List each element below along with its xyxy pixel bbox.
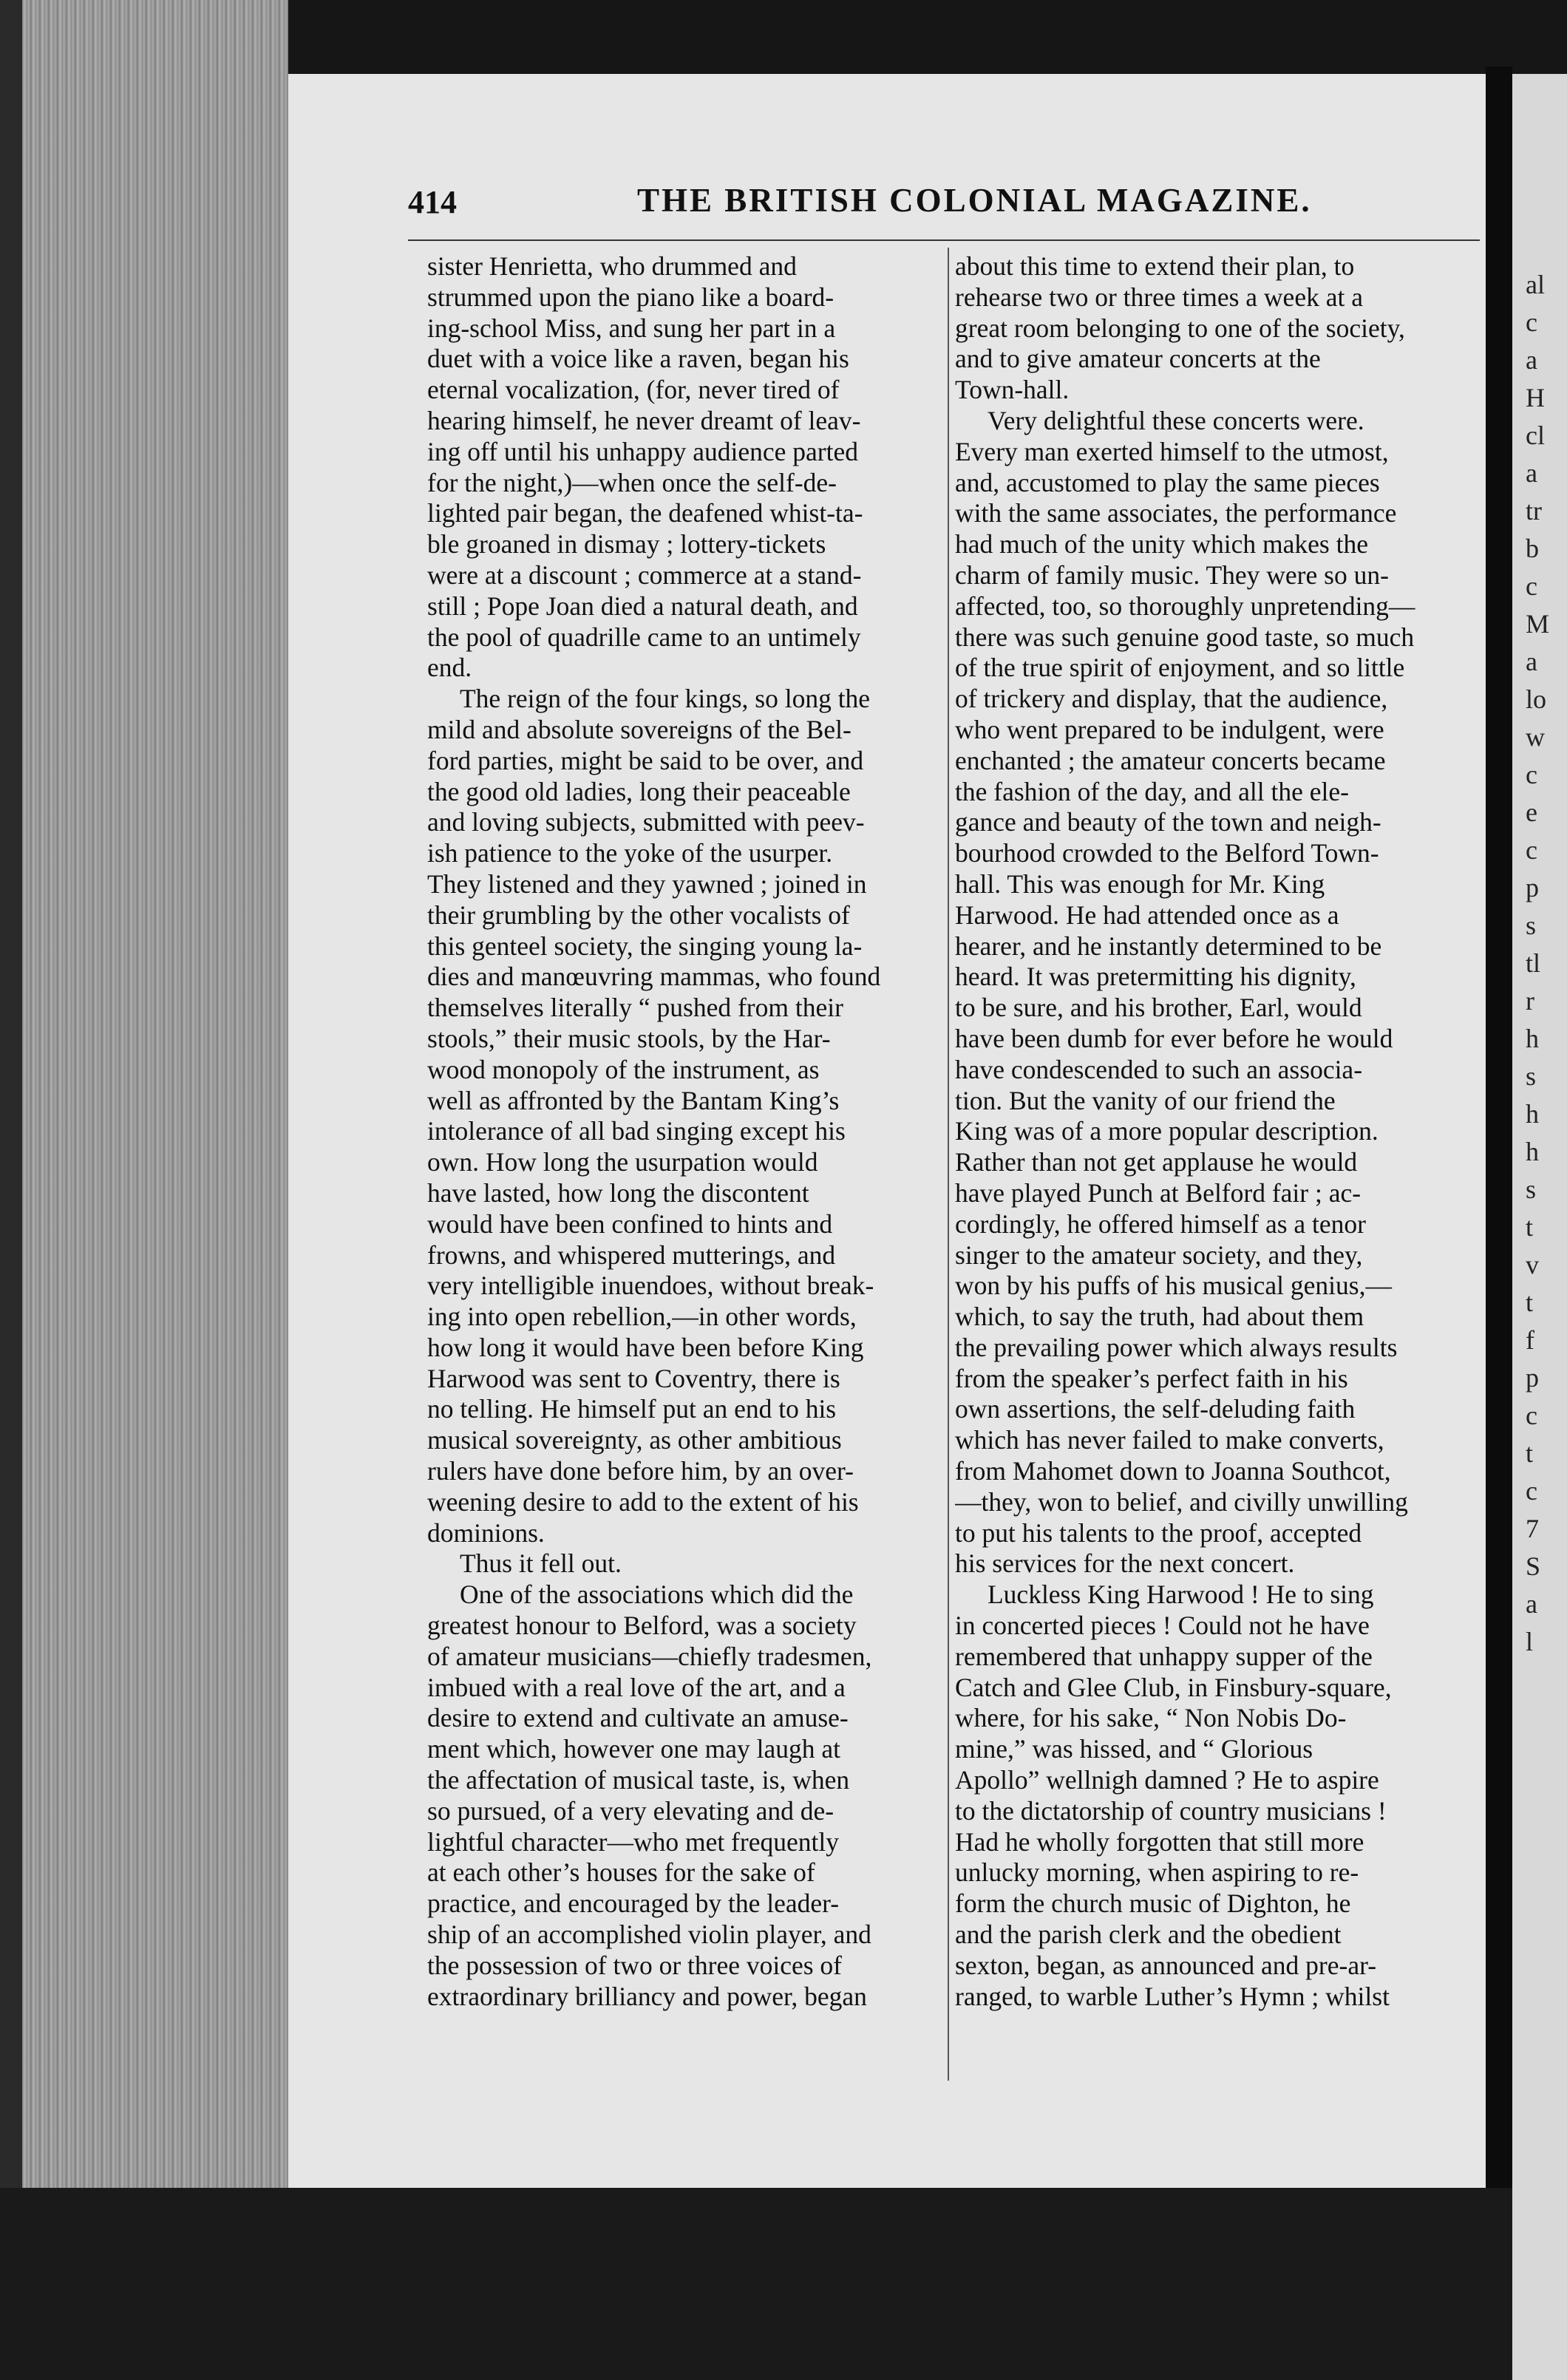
text-line: Had he wholly forgotten that still more [955, 1826, 1364, 1857]
facing-page-fragment: a [1526, 647, 1537, 676]
text-line: King was of a more popular description. [955, 1116, 1379, 1146]
text-line: ment which, however one may laugh at [427, 1734, 840, 1764]
text-line: singer to the amateur society, and they, [955, 1240, 1363, 1270]
text-line: enchanted ; the amateur concerts became [955, 745, 1386, 775]
text-line: dominions. [427, 1517, 545, 1548]
text-line: well as affronted by the Bantam King’s [427, 1085, 840, 1115]
text-line: greatest honour to Belford, was a society [427, 1611, 857, 1641]
text-line: unlucky morning, when aspiring to re- [955, 1857, 1359, 1888]
text-line: sister Henrietta, who drummed and [427, 251, 797, 281]
text-line: the prevailing power which always results [955, 1332, 1398, 1362]
text-line: own assertions, the self-deluding faith [955, 1394, 1356, 1424]
text-line: charm of family music. They were so un- [955, 560, 1389, 590]
facing-page-fragment: l [1526, 1627, 1534, 1656]
facing-page-edge [1512, 74, 1567, 2380]
text-line: the affectation of musical taste, is, when [427, 1765, 850, 1795]
facing-page-fragment: a [1526, 345, 1537, 375]
book-gutter [1486, 67, 1512, 2188]
facing-page-fragment: r [1526, 986, 1534, 1016]
text-line: form the church music of Dighton, he [955, 1888, 1351, 1919]
text-line: would have been confined to hints and [427, 1208, 833, 1239]
text-line: lighted pair began, the deafened whist-ta- [427, 498, 863, 528]
text-line: ish patience to the yoke of the usurper. [427, 838, 833, 868]
facing-page-fragment: c [1526, 1401, 1537, 1430]
text-line: Town-hall. [955, 375, 1070, 405]
text-line: rulers have done before him, by an over- [427, 1456, 854, 1486]
facing-page-fragment: c [1526, 307, 1537, 337]
text-line: where, for his sake, “ Non Nobis Do- [955, 1703, 1347, 1733]
facing-page-fragment: h [1526, 1024, 1539, 1053]
text-line: the possession of two or three voices of [427, 1950, 842, 1980]
text-line: this genteel society, the singing young la- [427, 931, 863, 961]
text-line: heard. It was pretermitting his dignity, [955, 962, 1356, 992]
text-line: They listened and they yawned ; joined in [427, 868, 867, 899]
facing-page-fragment: b [1526, 534, 1539, 563]
text-line: who went prepared to be indulgent, were [955, 714, 1384, 744]
facing-page-fragment: tl [1526, 948, 1541, 978]
facing-page-fragment: p [1526, 873, 1539, 902]
facing-page-fragment: al [1526, 270, 1545, 299]
text-line: and, accustomed to play the same pieces [955, 467, 1380, 497]
facing-page-fragment: h [1526, 1099, 1539, 1129]
text-line: dies and manœuvring mammas, who found [427, 962, 881, 992]
text-line: have been dumb for ever before he would [955, 1023, 1393, 1053]
page-number: 414 [408, 184, 457, 220]
text-line: tion. But the vanity of our friend the [955, 1085, 1336, 1115]
text-line: their grumbling by the other vocalists of [427, 900, 850, 930]
left-text-column [427, 251, 945, 2012]
text-line: affected, too, so thoroughly unpretending— [955, 591, 1415, 621]
text-line: stools,” their music stools, by the Har- [427, 1023, 831, 1053]
text-line: Luckless King Harwood ! He to sing [988, 1580, 1374, 1610]
text-line: to the dictatorship of country musicians ! [955, 1795, 1387, 1826]
text-line: ing into open rebellion,—in other words, [427, 1302, 857, 1332]
text-line: themselves literally “ pushed from their [427, 993, 843, 1023]
facing-page-fragment: v [1526, 1250, 1539, 1279]
text-line: with the same associates, the performance [955, 498, 1397, 528]
text-line: Harwood was sent to Coventry, there is [427, 1363, 840, 1393]
facing-page-fragment: s [1526, 1174, 1537, 1204]
text-line: Rather than not get applause he would [955, 1147, 1358, 1177]
facing-page-fragment: p [1526, 1363, 1539, 1393]
facing-page-fragment: e [1526, 798, 1537, 827]
text-line: intolerance of all bad singing except his [427, 1116, 846, 1146]
text-line: very intelligible inuendoes, without break- [427, 1271, 874, 1301]
text-line: and to give amateur concerts at the [955, 344, 1321, 374]
text-line: how long it would have been before King [427, 1332, 864, 1362]
text-line: to put his talents to the proof, accepted [955, 1517, 1362, 1548]
column-divider [948, 248, 949, 2081]
text-line: for the night,)—when once the self-de- [427, 467, 837, 497]
text-line: of the true spirit of enjoyment, and so little [955, 653, 1405, 683]
right-text-column [955, 251, 1472, 2012]
text-line: frowns, and whispered mutterings, and [427, 1240, 836, 1270]
text-line: Every man exerted himself to the utmost, [955, 436, 1389, 466]
text-line: at each other’s houses for the sake of [427, 1857, 815, 1888]
text-line: practice, and encouraged by the leader- [427, 1888, 840, 1919]
text-line: mine,” was hissed, and “ Glorious [955, 1734, 1313, 1764]
text-line: hearer, and he instantly determined to be [955, 931, 1382, 961]
text-line: Very delightful these concerts were. [988, 405, 1364, 435]
text-line: remembered that unhappy supper of the [955, 1641, 1373, 1671]
text-line: in concerted pieces ! Could not he have [955, 1611, 1370, 1641]
text-line: from the speaker’s perfect faith in his [955, 1363, 1348, 1393]
text-line: won by his puffs of his musical genius,— [955, 1271, 1392, 1301]
facing-page-fragment: c [1526, 760, 1537, 789]
text-line: great room belonging to one of the society, [955, 313, 1405, 343]
text-line: lightful character—who met frequently [427, 1826, 839, 1857]
text-line: cordingly, he offered himself as a tenor [955, 1208, 1366, 1239]
text-line: Catch and Glee Club, in Finsbury-square, [955, 1672, 1392, 1702]
facing-page-fragment: lo [1526, 684, 1547, 714]
facing-page-fragment: cl [1526, 421, 1545, 450]
facing-page-fragment: h [1526, 1137, 1539, 1166]
text-line: bourhood crowded to the Belford Town- [955, 838, 1379, 868]
facing-page-fragment: 7 [1526, 1514, 1539, 1543]
text-line: ship of an accomplished violin player, and [427, 1920, 871, 1950]
text-line: ranged, to warble Luther’s Hymn ; whilst [955, 1981, 1390, 2011]
text-line: Harwood. He had attended once as a [955, 900, 1339, 930]
text-line: gance and beauty of the town and neigh- [955, 807, 1381, 837]
text-line: about this time to extend their plan, to [955, 251, 1355, 281]
facing-page-fragment: S [1526, 1551, 1541, 1581]
text-line: ble groaned in dismay ; lottery-tickets [427, 529, 826, 560]
text-line: One of the associations which did the [460, 1580, 854, 1610]
text-line: were at a discount ; commerce at a stand- [427, 560, 862, 590]
text-line: mild and absolute sovereigns of the Bel- [427, 714, 852, 744]
text-line: —they, won to belief, and civilly unwilling [955, 1486, 1408, 1517]
facing-page-fragment: M [1526, 609, 1550, 639]
text-line: duet with a voice like a raven, began his [427, 344, 849, 374]
text-line: musical sovereignty, as other ambitious [427, 1425, 842, 1455]
facing-page-fragment: f [1526, 1325, 1534, 1355]
text-line: of amateur musicians—chiefly tradesmen, [427, 1641, 872, 1671]
facing-page-fragment: s [1526, 911, 1537, 940]
text-line: weening desire to add to the extent of his [427, 1486, 859, 1517]
text-line: extraordinary brilliancy and power, began [427, 1981, 867, 2011]
text-line: so pursued, of a very elevating and de- [427, 1795, 835, 1826]
text-line: the pool of quadrille came to an untimely [427, 622, 861, 652]
facing-page-fragment: a [1526, 1589, 1537, 1619]
text-line: Apollo” wellnigh damned ? He to aspire [955, 1765, 1379, 1795]
facing-page-fragment: c [1526, 571, 1537, 601]
text-line: ing-school Miss, and sung her part in a [427, 313, 836, 343]
text-line: Thus it fell out. [460, 1548, 622, 1579]
text-line: had much of the unity which makes the [955, 529, 1368, 560]
text-line: to be sure, and his brother, Earl, would [955, 993, 1362, 1023]
text-line: end. [427, 653, 472, 683]
text-line: eternal vocalization, (for, never tired of [427, 375, 840, 405]
text-line: no telling. He himself put an end to his [427, 1394, 837, 1424]
text-line: and the parish clerk and the obedient [955, 1920, 1342, 1950]
facing-page-fragment: tr [1526, 496, 1542, 526]
text-line: there was such genuine good taste, so much [955, 622, 1415, 652]
text-line: own. How long the usurpation would [427, 1147, 818, 1177]
facing-page-fragment: w [1526, 722, 1545, 752]
text-line: desire to extend and cultivate an amuse- [427, 1703, 849, 1733]
text-line: his services for the next concert. [955, 1548, 1295, 1579]
text-line: imbued with a real love of the art, and a [427, 1672, 846, 1702]
facing-page-fragment: t [1526, 1438, 1534, 1468]
text-line: and loving subjects, submitted with peev- [427, 807, 865, 837]
header-rule [408, 239, 1480, 241]
text-line: from Mahomet down to Joanna Southcot, [955, 1456, 1391, 1486]
text-line: which has never failed to make converts, [955, 1425, 1384, 1455]
text-line: hall. This was enough for Mr. King [955, 868, 1325, 899]
text-line: of trickery and display, that the audience, [955, 684, 1388, 714]
text-line: have condescended to such an associa- [955, 1054, 1363, 1084]
facing-page-fragment: t [1526, 1212, 1534, 1242]
text-line: still ; Pope Joan died a natural death, and [427, 591, 858, 621]
text-line: sexton, began, as announced and pre-ar- [955, 1950, 1377, 1980]
facing-page-fragment: c [1526, 835, 1537, 865]
text-line: wood monopoly of the instrument, as [427, 1054, 820, 1084]
text-line: have lasted, how long the discontent [427, 1177, 809, 1208]
book-page-edges [0, 0, 288, 2188]
facing-page-fragment: a [1526, 458, 1537, 488]
text-line: the good old ladies, long their peaceable [427, 776, 851, 806]
text-line: rehearse two or three times a week at a [955, 282, 1363, 312]
text-line: ford parties, might be said to be over, and [427, 745, 864, 775]
text-line: the fashion of the day, and all the ele- [955, 776, 1349, 806]
running-head: THE BRITISH COLONIAL MAGAZINE. [637, 182, 1312, 219]
facing-page-fragment: c [1526, 1476, 1537, 1506]
facing-page-fragment: s [1526, 1061, 1537, 1091]
book-edge-shadow [0, 0, 22, 2188]
text-line: hearing himself, he never dreamt of leav- [427, 405, 861, 435]
facing-page-fragment: H [1526, 383, 1545, 412]
text-line: The reign of the four kings, so long the [460, 684, 871, 714]
text-line: have played Punch at Belford fair ; ac- [955, 1177, 1362, 1208]
text-line: strummed upon the piano like a board- [427, 282, 835, 312]
text-line: which, to say the truth, had about them [955, 1302, 1364, 1332]
facing-page-fragment: t [1526, 1288, 1534, 1317]
text-line: ing off until his unhappy audience parted [427, 436, 858, 466]
